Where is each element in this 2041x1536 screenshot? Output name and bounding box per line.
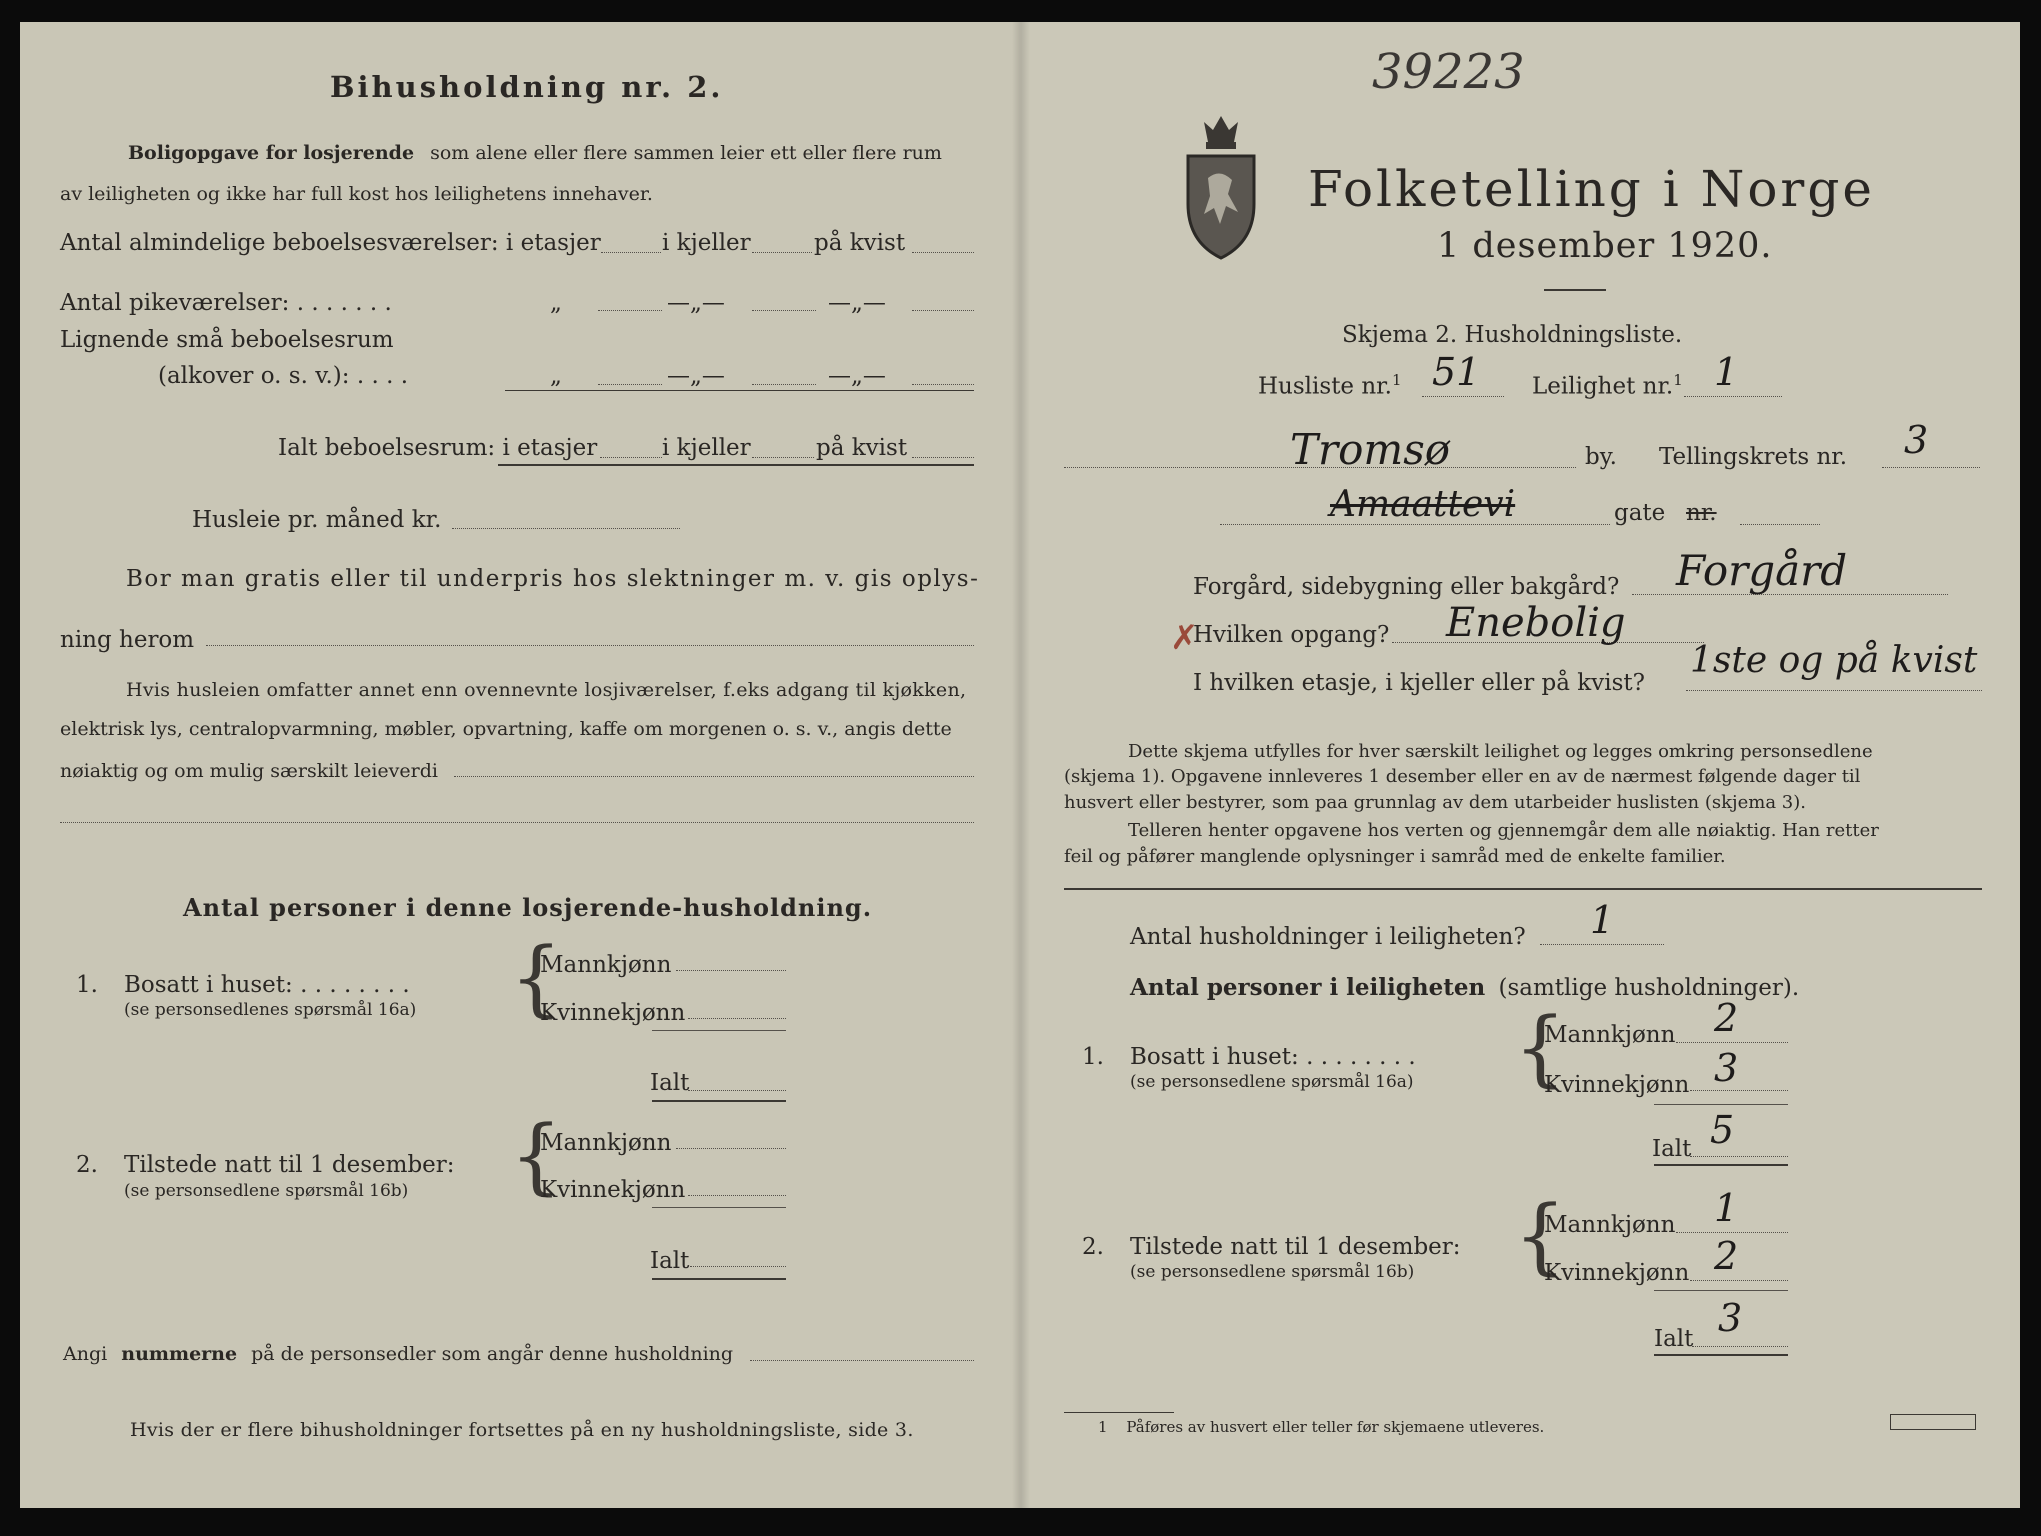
husliste-label: Husliste nr. xyxy=(1258,373,1392,400)
dette-line3: husvert eller bestyrer, som paa grunnlag av dem utarbeider huslisten (skjema 3). xyxy=(1064,792,1806,813)
left-q2-ialt: Ialt xyxy=(650,1248,690,1274)
lign-label: Lignende små beboelsesrum xyxy=(60,327,394,353)
check-mark-icon: ✗ xyxy=(1170,618,1199,658)
antal-pers-bold: Antal personer i leiligheten xyxy=(1130,974,1486,1001)
antal-hush-label: Antal husholdninger i leiligheten? xyxy=(1130,924,1526,950)
left-q1-kvinne: Kvinnekjønn xyxy=(540,1000,686,1026)
pike-ditto-3: —„— xyxy=(828,290,886,316)
right-q1-sub: (se personsedlene spørsmål 16a) xyxy=(1130,1072,1414,1092)
leilighet-value: 1 xyxy=(1714,350,1739,394)
alkover-label: (alkover o. s. v.): . . . . xyxy=(158,363,409,389)
hvis-line3: nøiaktig og om mulig særskilt leieverdi xyxy=(60,760,438,782)
right-q2-sub: (se personsedlene spørsmål 16b) xyxy=(1130,1262,1415,1282)
left-heading: Bihusholdning nr. 2. xyxy=(330,70,724,104)
left-footer: Hvis der er flere bihusholdninger fortsettes på en ny husholdningsliste, side 3. xyxy=(130,1419,914,1441)
right-q2-mann: Mannkjønn xyxy=(1544,1212,1676,1238)
antal-hush-value: 1 xyxy=(1590,898,1615,942)
etasje-value: 1ste og på kvist xyxy=(1690,640,1978,681)
left-q2-sub: (se personsedlene spørsmål 16b) xyxy=(124,1181,409,1201)
form-title: Folketelling i Norge xyxy=(1308,160,1875,218)
alkover-ditto: „ xyxy=(550,363,562,389)
skjema-label: Skjema 2. Husholdningsliste. xyxy=(1342,322,1683,348)
left-q1-ialt: Ialt xyxy=(650,1070,690,1096)
intro-rest: som alene eller flere sammen leier ett eller flere rum xyxy=(430,142,942,164)
footnote-text: Påføres av husvert eller teller før skjemaene utleveres. xyxy=(1126,1418,1545,1436)
hvis-line1: Hvis husleien omfatter annet enn ovennevnte losjiværelser, f.eks adgang til kjøkken, xyxy=(126,679,967,701)
right-q1-ialt-value: 5 xyxy=(1710,1108,1735,1152)
rooms-label: Antal almindelige beboelsesværelser: i etasjer xyxy=(60,230,601,256)
rooms-kjeller-label: i kjeller xyxy=(662,230,751,256)
printer-stamp xyxy=(1890,1414,1976,1430)
leilighet-sup: 1 xyxy=(1673,371,1683,389)
left-antal-heading: Antal personer i denne losjerende-husholdning. xyxy=(183,893,873,922)
left-q2-num: 2. xyxy=(76,1152,98,1178)
opgang-value: Enebolig xyxy=(1446,600,1626,646)
hvis-line2: elektrisk lys, centralopvarmning, møbler, opvartning, kaffe om morgenen o. s. v., angis dette xyxy=(60,718,952,740)
right-q2-ialt-value: 3 xyxy=(1718,1296,1743,1340)
coat-of-arms-icon xyxy=(1180,108,1262,260)
right-q2-kvinne: Kvinnekjønn xyxy=(1544,1260,1690,1286)
alkover-ditto-3: —„— xyxy=(828,363,886,389)
forgaard-value: Forgård xyxy=(1676,546,1848,595)
page-fold xyxy=(1012,22,1030,1508)
etasje-label: I hvilken etasje, i kjeller eller på kvist? xyxy=(1193,670,1645,696)
rooms-kvist-label: på kvist xyxy=(814,230,906,256)
right-q2-num: 2. xyxy=(1082,1234,1104,1260)
left-q2-kvinne: Kvinnekjønn xyxy=(540,1177,686,1203)
teller-line2: feil og påfører manglende oplysninger i samråd med de enkelte familier. xyxy=(1064,846,1726,867)
right-q1-brace: { xyxy=(1514,1001,1567,1096)
left-q2-label: Tilstede natt til 1 desember: xyxy=(124,1152,455,1178)
angi-pre: Angi xyxy=(63,1343,108,1365)
ialt-label: Ialt beboelsesrum: i etasjer xyxy=(278,435,598,461)
teller-line1: Telleren henter opgavene hos verten og gjennemgår dem alle nøiaktig. Han retter xyxy=(1128,820,1879,841)
antal-pers-rest: (samtlige husholdninger). xyxy=(1498,975,1800,1001)
leilighet-label: Leilighet nr. xyxy=(1532,373,1674,400)
gate-label: gate xyxy=(1614,500,1666,526)
right-q2-label: Tilstede natt til 1 desember: xyxy=(1130,1234,1461,1260)
alkover-ditto-2: —„— xyxy=(667,363,725,389)
footnote-mark: 1 xyxy=(1098,1418,1108,1436)
gratis-line2: ning herom xyxy=(60,627,195,653)
right-q1-kvinne: Kvinnekjønn xyxy=(1544,1072,1690,1098)
dette-line1: Dette skjema utfylles for hver særskilt leilighet og legges omkring personsedlene xyxy=(1128,741,1873,762)
street-value: Amaattevi xyxy=(1330,484,1516,525)
left-q1-label: Bosatt i huset: . . . . . . . . xyxy=(124,972,410,998)
angi-post: på de personsedler som angår denne husholdning xyxy=(251,1343,734,1365)
intro-line2: av leiligheten og ikke har full kost hos leilighetens innehaver. xyxy=(60,183,653,205)
left-q1-num: 1. xyxy=(76,972,98,998)
dette-line2: (skjema 1). Opgavene innleveres 1 desember eller en av de nærmest følgende dager til xyxy=(1064,766,1861,787)
husliste-value: 51 xyxy=(1432,350,1481,394)
right-q1-label: Bosatt i huset: . . . . . . . . xyxy=(1130,1044,1416,1070)
krets-label: Tellingskrets nr. xyxy=(1659,444,1848,470)
krets-value: 3 xyxy=(1904,418,1929,462)
right-q2-brace: { xyxy=(1514,1189,1567,1284)
left-q1-brace: { xyxy=(510,931,563,1026)
pike-label: Antal pikeværelser: . . . . . . . xyxy=(60,290,392,316)
left-q2-mann: Mannkjønn xyxy=(540,1130,672,1156)
opgang-label: Hvilken opgang? xyxy=(1193,622,1390,648)
by-label: by. xyxy=(1585,444,1617,470)
left-q2-brace: { xyxy=(510,1109,563,1204)
husleie-label: Husleie pr. måned kr. xyxy=(192,507,442,533)
husliste-sup: 1 xyxy=(1391,371,1402,389)
right-q1-ialt: Ialt xyxy=(1652,1136,1692,1162)
right-q1-mann-value: 2 xyxy=(1714,996,1739,1040)
angi-bold: nummerne xyxy=(121,1343,238,1365)
left-q1-sub: (se personsedlenes spørsmål 16a) xyxy=(124,1000,417,1020)
intro-bold: Boligopgave for losjerende xyxy=(128,142,415,164)
right-q1-mann: Mannkjønn xyxy=(1544,1022,1676,1048)
form-date: 1 desember 1920. xyxy=(1437,226,1773,266)
forgaard-label: Forgård, sidebygning eller bakgård? xyxy=(1193,574,1620,600)
ialt-kjeller-label: i kjeller xyxy=(662,435,751,461)
right-q2-ialt: Ialt xyxy=(1654,1326,1694,1352)
pike-ditto: „ xyxy=(550,290,562,316)
right-q2-mann-value: 1 xyxy=(1714,1186,1739,1230)
city-value: Tromsø xyxy=(1290,425,1451,474)
ialt-kvist-label: på kvist xyxy=(816,435,908,461)
right-q1-num: 1. xyxy=(1082,1044,1104,1070)
pike-ditto-2: —„— xyxy=(667,290,725,316)
right-q2-kvinne-value: 2 xyxy=(1714,1234,1739,1278)
archive-number: 39223 xyxy=(1372,44,1525,100)
gratis-line1: Bor man gratis eller til underpris hos slektninger m. v. gis oplys- xyxy=(126,566,980,592)
nr-label: nr. xyxy=(1686,500,1717,526)
left-q1-mann: Mannkjønn xyxy=(540,952,672,978)
right-q1-kvinne-value: 3 xyxy=(1714,1046,1739,1090)
